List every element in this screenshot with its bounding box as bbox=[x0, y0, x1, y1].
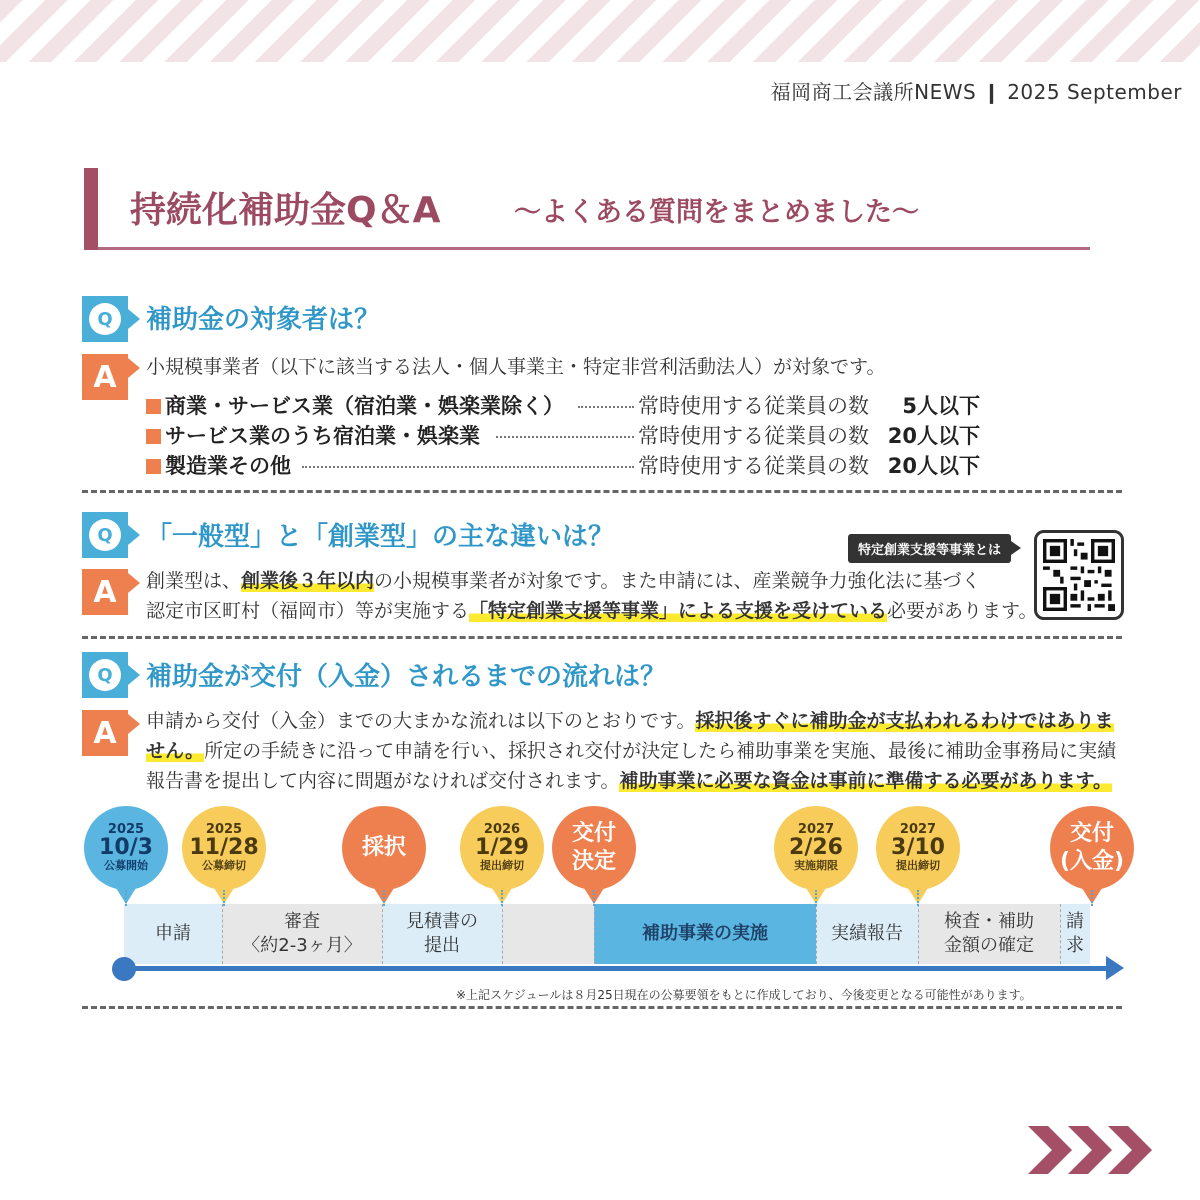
chevron-right-triple-icon[interactable] bbox=[1028, 1122, 1158, 1178]
section-divider bbox=[82, 490, 1122, 493]
phase-inspection: 検査・補助 金額の確定 bbox=[944, 911, 1034, 956]
phase-implementation: 補助事業の実施 bbox=[594, 904, 816, 964]
q2-answer-line-1: 創業型は、創業後３年以内の小規模事業者が対象です。また申請には、産業競争力強化法に基づく bbox=[146, 570, 981, 592]
page-subtitle: 〜よくある質問をまとめました〜 bbox=[514, 197, 919, 228]
phase-estimate: 見積書の 提出 bbox=[382, 904, 502, 964]
bullet-square-icon bbox=[146, 399, 161, 414]
section-divider bbox=[82, 636, 1122, 639]
qr-code[interactable] bbox=[1034, 530, 1124, 620]
timeline bbox=[80, 800, 1140, 1000]
milestone-stem bbox=[383, 890, 385, 906]
q3-answer-line-1: 申請から交付（入金）までの大まかな流れは以下のとおりです。採択後すぐに補助金が支払われるわけではありま bbox=[146, 710, 1114, 732]
section-divider bbox=[82, 1006, 1122, 1009]
milestone-stem bbox=[1091, 890, 1093, 906]
bullet-square-icon bbox=[146, 429, 161, 444]
arrow-right-icon bbox=[1106, 956, 1124, 980]
q1-row bbox=[146, 390, 986, 420]
milestone-stem bbox=[125, 890, 127, 906]
phase-application: 申請 bbox=[124, 904, 222, 964]
q3-question: 補助金が交付（入金）されるまでの流れは？ bbox=[146, 662, 667, 692]
milestone-stem bbox=[223, 890, 225, 906]
phase-divider bbox=[382, 904, 383, 964]
milestone-call-close: 2025 11/28 公募締切 bbox=[182, 806, 266, 890]
bullet-square-icon bbox=[146, 459, 161, 474]
q3-answer-line-3: 報告書を提出して内容に問題がなければ交付されます。補助事業に必要な資金は事前に準備する必要があります。 bbox=[146, 770, 1112, 792]
answer-icon-tail bbox=[128, 714, 140, 734]
q1-row bbox=[146, 450, 986, 480]
question-icon: Q bbox=[82, 652, 128, 698]
q1-row-limit: 5人以下 bbox=[902, 394, 980, 418]
milestone-call-open: 2025 10/3 公募開始 bbox=[84, 806, 168, 890]
milestone-grant-decision: 交付 決定 bbox=[552, 806, 636, 890]
answer-icon-tail bbox=[128, 358, 140, 378]
phase-divider bbox=[816, 904, 817, 964]
milestone-estimate-deadline: 2026 1/29 提出締切 bbox=[460, 806, 544, 890]
highlight: せん。 bbox=[146, 740, 205, 762]
milestone-adoption: 採択 bbox=[342, 806, 426, 890]
phase-divider bbox=[1060, 904, 1061, 964]
qr-code-icon bbox=[1043, 539, 1115, 611]
answer-icon: A bbox=[82, 354, 128, 400]
timeline-arrow bbox=[124, 966, 1114, 971]
q1-row-condition: 常時使用する従業員の数 bbox=[638, 424, 869, 448]
highlight: 採択後すぐに補助金が支払われるわけではありま bbox=[695, 710, 1114, 732]
header-stripes bbox=[0, 0, 1200, 62]
q3-answer-line-2: せん。所定の手続きに沿って申請を行い、採択され交付が決定したら補助事業を実施、最後に補助金事務局に実績 bbox=[146, 740, 1117, 762]
q1-row-category: 製造業その他 bbox=[165, 454, 291, 478]
phase-divider bbox=[222, 904, 223, 964]
q1-row bbox=[146, 420, 986, 450]
leader-dots bbox=[496, 436, 634, 438]
question-icon-tail bbox=[128, 665, 140, 685]
q1-row-category: サービス業のうち宿泊業・娯楽業 bbox=[165, 424, 480, 448]
leader-dots bbox=[302, 466, 634, 468]
title-accent-bar bbox=[84, 168, 98, 250]
question-icon: Q bbox=[82, 512, 128, 558]
q1-row-limit: 20人以下 bbox=[887, 454, 980, 478]
phase-report: 実績報告 bbox=[816, 904, 918, 964]
section-title bbox=[84, 168, 1090, 250]
milestone-implementation-deadline: 2027 2/26 実施期限 bbox=[774, 806, 858, 890]
title-underline bbox=[98, 247, 1090, 250]
answer-icon: A bbox=[82, 710, 128, 756]
q1-row-limit: 20人以下 bbox=[887, 424, 980, 448]
q2-answer-line-2: 認定市区町村（福岡市）等が実施する「特定創業支援等事業」による支援を受けている必要があります。 bbox=[146, 600, 1038, 622]
milestone-stem bbox=[593, 890, 595, 906]
milestone-report-deadline: 2027 3/10 提出締切 bbox=[876, 806, 960, 890]
leader-dots bbox=[578, 406, 634, 408]
phase-waiting bbox=[502, 904, 594, 964]
phase-review: 審査 〈約2-3ヶ月〉 bbox=[242, 911, 362, 956]
highlight: 「特定創業支援等事業」による支援を受けている bbox=[469, 600, 888, 622]
q1-row-condition: 常時使用する従業員の数 bbox=[638, 454, 869, 478]
highlight: 補助事業に必要な資金は事前に準備する必要があります。 bbox=[619, 770, 1112, 792]
milestone-stem bbox=[917, 890, 919, 906]
milestone-stem bbox=[815, 890, 817, 906]
answer-icon-tail bbox=[128, 573, 140, 593]
question-icon-tail bbox=[128, 309, 140, 329]
q1-answer: 小規模事業者（以下に該当する法人・個人事業主・特定非営利活動法人）が対象です。 bbox=[146, 356, 886, 378]
qr-label: 特定創業支援等事業とは bbox=[848, 534, 1011, 563]
answer-icon: A bbox=[82, 569, 128, 615]
masthead: 福岡商工会議所NEWS ❙ 2025 September bbox=[770, 80, 1182, 104]
q2-question: 「一般型」と「創業型」の主な違いは？ bbox=[146, 522, 615, 552]
phase-claim: 請 求 bbox=[1060, 904, 1090, 964]
phase-divider bbox=[594, 904, 595, 964]
q1-question: 補助金の対象者は？ bbox=[146, 305, 381, 335]
milestone-stem bbox=[501, 890, 503, 906]
phase-divider bbox=[502, 904, 503, 964]
timeline-start-dot bbox=[112, 957, 136, 981]
question-icon: Q bbox=[82, 296, 128, 342]
page-title: 持続化補助金Q＆A bbox=[130, 190, 441, 231]
highlight: 創業後３年以内 bbox=[241, 570, 375, 592]
footnote: ※上記スケジュールは８月25日現在の公募要領をもとに作成しており、今後変更となる可能性があります。 bbox=[456, 988, 1032, 1002]
question-icon-tail bbox=[128, 525, 140, 545]
phase-divider bbox=[918, 904, 919, 964]
q1-row-condition: 常時使用する従業員の数 bbox=[638, 394, 869, 418]
q1-row-category: 商業・サービス業（宿泊業・娯楽業除く） bbox=[165, 394, 564, 418]
milestone-payment: 交付 (入金) bbox=[1050, 806, 1134, 890]
